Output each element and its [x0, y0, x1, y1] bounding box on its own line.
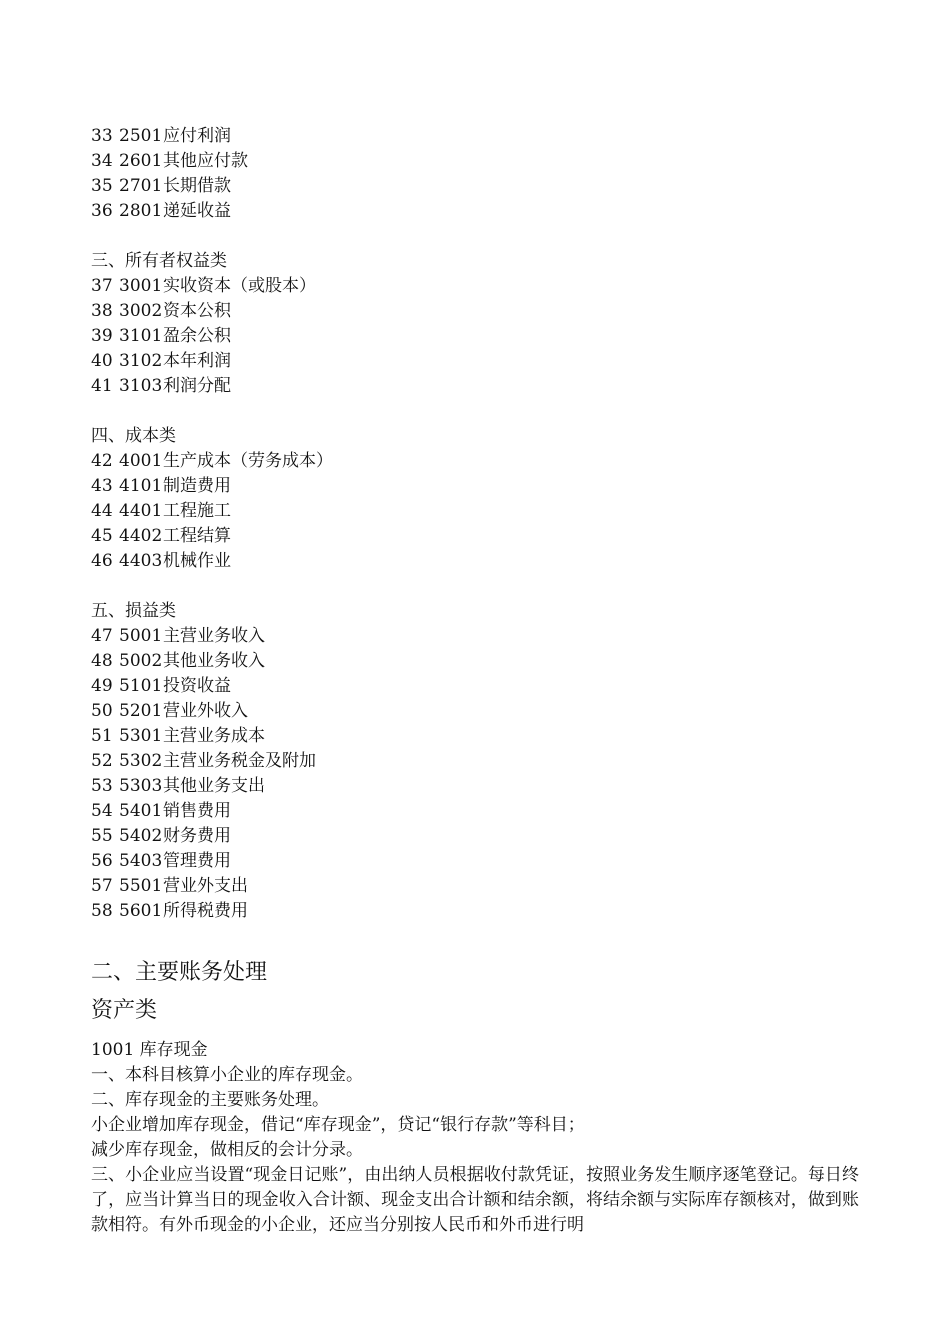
- account-line: 56 5403管理费用: [91, 851, 231, 871]
- account-line: 33 2501应付利润: [91, 126, 231, 146]
- body-paragraph: 三、小企业应当设置“现金日记账”，由出纳人员根据收付款凭证，按照业务发生顺序逐笔登记。每日终了，应当计算当日的现金收入合计额、现金支出合计额和结余额，将结余额与实际库存额核对，做到账款相符。有外币现金的小企业，还应当分别按人民币和外币进行明: [91, 1165, 859, 1235]
- account-line: 34 2601其他应付款: [91, 151, 248, 171]
- account-line: 44 4401工程施工: [91, 501, 231, 521]
- account-list-liabilities: [91, 124, 861, 224]
- account-line: 58 5601所得税费用: [91, 901, 248, 921]
- account-list-equity: [91, 249, 861, 399]
- account-line: 41 3103利润分配: [91, 376, 231, 396]
- account-line: 51 5301主营业务成本: [91, 726, 265, 746]
- account-line: 54 5401销售费用: [91, 801, 231, 821]
- category-heading: 五、损益类: [91, 601, 176, 621]
- body-line: 1001 库存现金: [91, 1040, 208, 1060]
- body-line: 二、库存现金的主要账务处理。: [91, 1090, 329, 1110]
- account-line: 57 5501营业外支出: [91, 876, 248, 896]
- account-line: 46 4403机械作业: [91, 551, 231, 571]
- category-heading: 四、成本类: [91, 426, 176, 446]
- account-line: 35 2701长期借款: [91, 176, 231, 196]
- category-heading: 三、所有者权益类: [91, 251, 227, 271]
- account-line: 39 3101盈余公积: [91, 326, 231, 346]
- account-list-profit-loss: [91, 599, 861, 924]
- account-line: 52 5302主营业务税金及附加: [91, 751, 316, 771]
- body-line: 小企业增加库存现金，借记“库存现金”，贷记“银行存款”等科目；: [91, 1115, 585, 1135]
- section-body: [91, 1038, 861, 1238]
- account-line: 53 5303其他业务支出: [91, 776, 265, 796]
- account-line: 48 5002其他业务收入: [91, 651, 265, 671]
- account-line: 50 5201营业外收入: [91, 701, 248, 721]
- account-line: 55 5402财务费用: [91, 826, 231, 846]
- account-line: 45 4402工程结算: [91, 526, 231, 546]
- account-line: 38 3002资本公积: [91, 301, 231, 321]
- account-line: 43 4101制造费用: [91, 476, 231, 496]
- account-line: 47 5001主营业务收入: [91, 626, 265, 646]
- account-line: 37 3001实收资本（或股本）: [91, 276, 316, 296]
- section-title: 二、主要账务处理: [91, 960, 268, 985]
- body-line: 一、本科目核算小企业的库存现金。: [91, 1065, 363, 1085]
- account-line: 49 5101投资收益: [91, 676, 231, 696]
- body-line: 减少库存现金，做相反的会计分录。: [91, 1140, 363, 1160]
- account-line: 42 4001生产成本（劳务成本）: [91, 451, 333, 471]
- account-line: 40 3102本年利润: [91, 351, 231, 371]
- section-subtitle: 资产类: [91, 998, 158, 1023]
- document-content: [91, 124, 861, 1238]
- account-line: 36 2801递延收益: [91, 201, 231, 221]
- account-list-cost: [91, 424, 861, 574]
